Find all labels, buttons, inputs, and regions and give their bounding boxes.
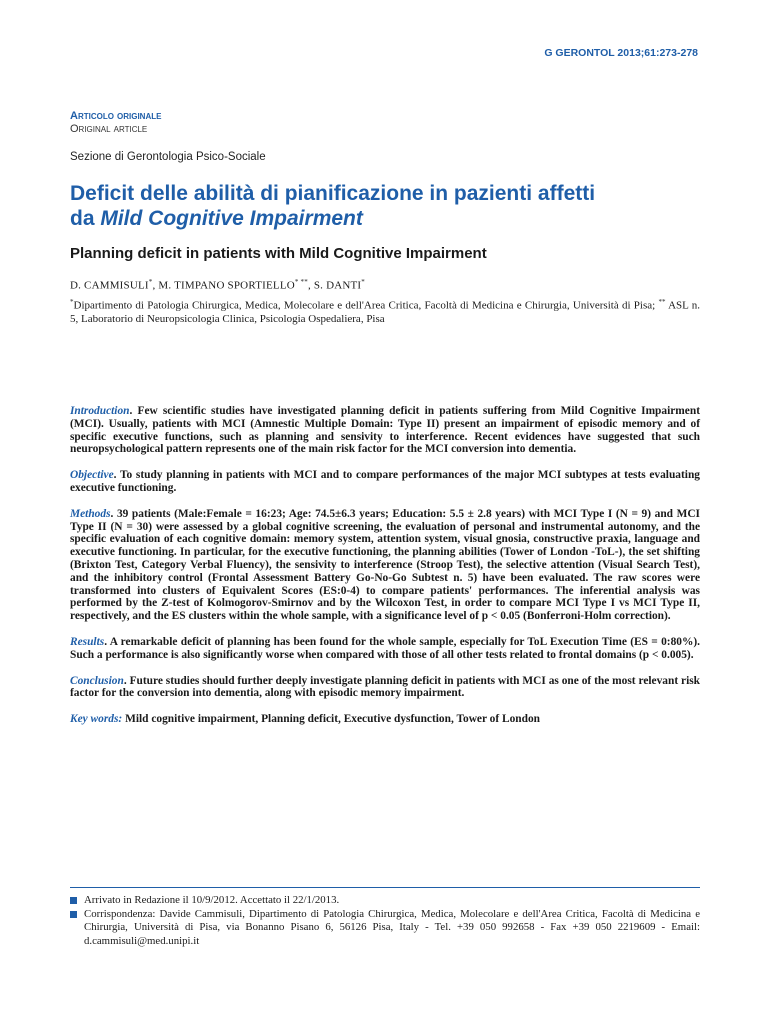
affiliation-2: ASL n. 5, Laboratorio di Neuropsicologia Clinica, Psicologia Ospedaliera, Pisa [70,299,701,326]
article-type [70,110,161,136]
footer-divider [70,887,700,888]
abstract-label: Methods [70,507,111,520]
author-separator: , [307,279,314,292]
abstract-text: Future studies should further deeply investigate planning deficit in patients with MCI as one of the most relevant risk factor for the conversion into dementia, along with episodic memory impairment. [70,674,700,700]
author-1: D. CAMMISULI [70,279,149,292]
abstract [70,405,700,739]
footnote-received [70,894,700,908]
abstract-introduction [70,405,700,456]
abstract-conclusion [70,675,700,701]
footnotes [70,894,700,948]
title-line-2-italic: Mild Cognitive Impairment [100,207,363,230]
abstract-label: Conclusion [70,674,124,687]
article-type-english: Original article [70,123,148,135]
abstract-punct: : [118,713,123,726]
author-separator: , [152,279,159,292]
author-2-mark: * ** [294,278,308,286]
abstract-label: Results [70,635,105,648]
abstract-text: A remarkable deficit of planning has been found for the whole sample, especially for ToL Execution Time (ES = 0:80%). Such a performance is also significantly worse when compared with those of all other tests related to frontal domains (p < 0.005). [70,635,700,661]
affiliations [70,296,700,327]
abstract-punct: . [113,469,117,482]
author-list [70,278,365,292]
abstract-results [70,636,700,662]
article-title [70,181,710,231]
footnote-correspondence [70,908,700,949]
abstract-text: Mild cognitive impairment, Planning deficit, Executive dysfunction, Tower of London [122,713,541,726]
footnote-text: Arrivato in Redazione il 10/9/2012. Accettato il 22/1/2013. [84,894,340,906]
abstract-text: Few scientific studies have investigated planning deficit in patients suffering from Mild Cognitive Impairment (MCI). Usually, patients with MCI (Amnestic Multiple Domain: Type II) present an impairment of episodic memory and of specific executive functions, such as planning and sensivity to interference. Recent evidences have suggested that such neuropsychological pattern represents one of the main risk factor for the MCI conversion into dementia. [70,405,700,456]
author-2: M. TIMPANO SPORTIELLO [158,279,295,292]
journal-reference: G GERONTOL 2013;61:273-278 [544,47,698,59]
title-line-1: Deficit delle abilità di pianificazione in pazienti affetti [70,182,596,205]
title-line-2-prefix: da [70,207,101,230]
abstract-text: To study planning in patients with MCI and to compare performances of the major MCI subtypes at tests evaluating executive functioning. [70,469,700,494]
footnote-text: Corrispondenza: Davide Cammisuli, Dipartimento di Patologia Chirurgica, Medica, Molecolare e dell'Area Critica, Facoltà di Medicina e Chirurgia, Università di Pisa, via Bonanno Pisano 6, 56126 Pisa, Italy - Tel. +39 050 992658 - Fax +39 050 2219609 - Email: d.cammisuli@med.unipi.it [84,907,700,947]
abstract-label: Introduction [70,405,130,417]
abstract-punct: . [104,635,108,648]
article-subtitle: Planning deficit in patients with Mild Cognitive Impairment [70,245,487,262]
square-bullet-icon [70,911,77,918]
affiliation-1: Dipartimento di Patologia Chirurgica, Medica, Molecolare e dell'Area Critica, Facoltà di Medicina e Chirurgia, Università di Pisa; [73,299,659,312]
abstract-methods [70,508,700,623]
section-label: Sezione di Gerontologia Psico-Sociale [70,151,266,163]
affiliation-1-mark: * [70,298,74,306]
affiliation-2-mark: ** [658,298,666,306]
abstract-punct: . [123,674,127,687]
author-3: S. DANTI [313,279,362,292]
abstract-label: Objective [70,469,114,482]
abstract-objective [70,469,700,495]
abstract-label: Key words [70,713,119,726]
author-1-mark: * [148,278,153,286]
abstract-punct: . [129,405,133,417]
abstract-punct: . [110,507,114,520]
square-bullet-icon [70,897,77,904]
abstract-text: 39 patients (Male:Female = 16:23; Age: 74.5±6.3 years; Education: 5.5 ± 2.8 years) with MCI Type I (N = 9) and MCI Type II (N = 30) were assessed by a global cognitive screening, the evaluation of personal and instrumental autonomy, and the specific evaluation of each cognitive domain: memory system, attention system, visual gnosia, constructive praxia, language and executive functioning. In particular, for the executive functioning, the planning abilities (Tower of London -ToL-), the set shifting (Brixton Test, Category Verbal Fluency), the sensivity to interference (Stroop Test), the selective attention (Visual Search Test), and the inhibitory control (Frontal Assessment Battery Go-No-Go Subtest n. 5) have been evaluated. The raw scores were transformed into clusters of Equivalent Scores (ES:0-4) to compare patients' performances. The inferential analysis was performed by the Z-test of Kolmogorov-Smirnov and by the Wilcoxon Test, in order to compare MCI Type I vs MCI Type II, respectively, and the ES clusters within the whole sample, with a significance level of p < 0.05 (Bonferroni-Holm correction). [70,507,700,623]
article-type-italian: Articolo originale [70,110,162,122]
abstract-keywords [70,713,700,726]
author-3-mark: * [361,278,365,286]
